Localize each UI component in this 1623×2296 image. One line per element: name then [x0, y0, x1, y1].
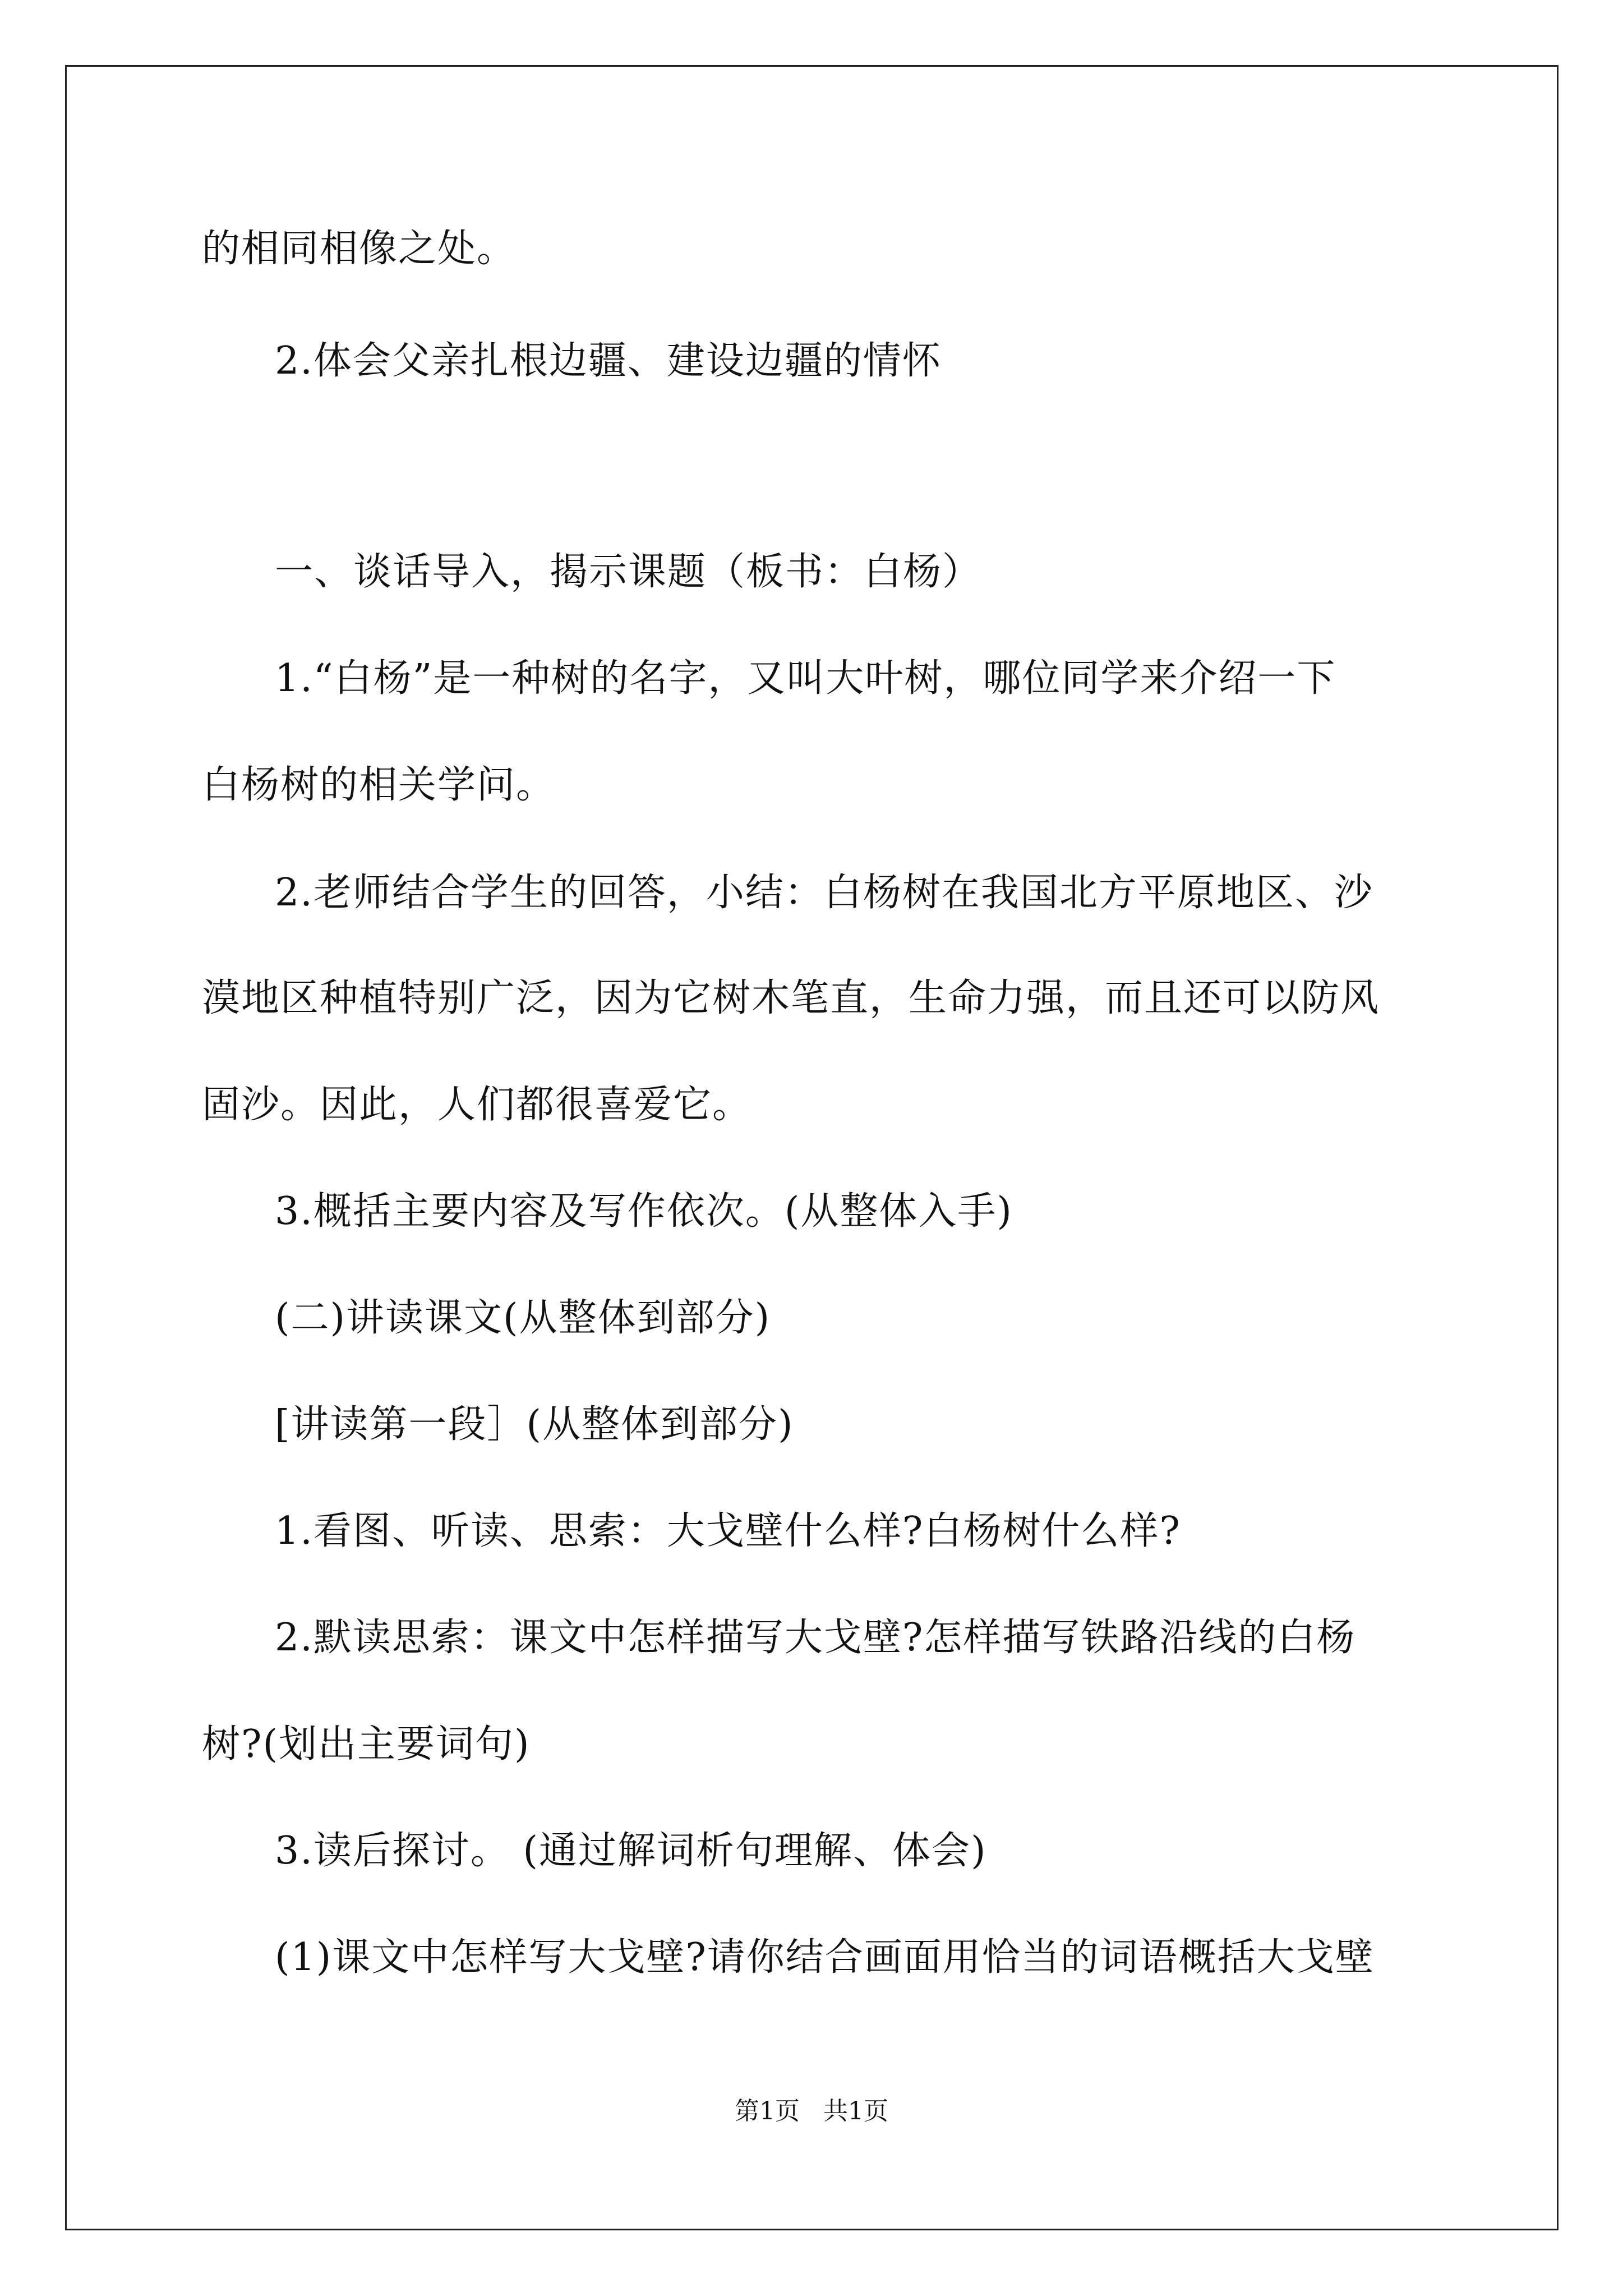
page-footer: 第1页 共1页 — [735, 2097, 888, 2125]
text-line-13: 2.默读思索：课文中怎样描写大戈壁?怎样描写铁路沿线的白杨 — [275, 1616, 1356, 1660]
text-line-14: 树?(划出主要词句) — [202, 1722, 531, 1766]
text-line-6: 2.老师结合学生的回答，小结：白杨树在我国北方平原地区、沙 — [275, 871, 1373, 915]
page-border — [65, 65, 1559, 2230]
text-line-1: 的相同相像之处。 — [202, 227, 517, 271]
text-line-15: 3.读后探讨。 (通过解词析句理解、体会) — [275, 1829, 987, 1873]
text-line-9: 3.概括主要内容及写作依次。(从整体入手) — [275, 1189, 1013, 1234]
text-line-8: 固沙。因此，人们都很喜爱它。 — [202, 1083, 752, 1127]
text-line-16: (1)课文中怎样写大戈壁?请你结合画面用恰当的词语概括大戈壁 — [275, 1935, 1375, 1980]
text-line-12: 1.看图、听读、思索：大戈壁什么样?白杨树什么样? — [275, 1509, 1181, 1553]
text-line-11: [讲读第一段］(从整体到部分) — [275, 1402, 794, 1447]
text-line-7: 漠地区种植特别广泛，因为它树木笔直，生命力强，而且还可以防风 — [202, 976, 1380, 1020]
text-line-2: 2.体会父亲扎根边疆、建设边疆的情怀 — [275, 339, 942, 383]
text-line-3: 一、谈话导入，揭示课题（板书：白杨） — [275, 550, 982, 594]
text-line-10: (二)讲读课文(从整体到部分) — [275, 1296, 771, 1340]
text-line-5: 白杨树的相关学问。 — [202, 763, 556, 807]
text-line-4: 1.“白杨”是一种树的名字，又叫大叶树，哪位同学来介绍一下 — [275, 656, 1336, 701]
